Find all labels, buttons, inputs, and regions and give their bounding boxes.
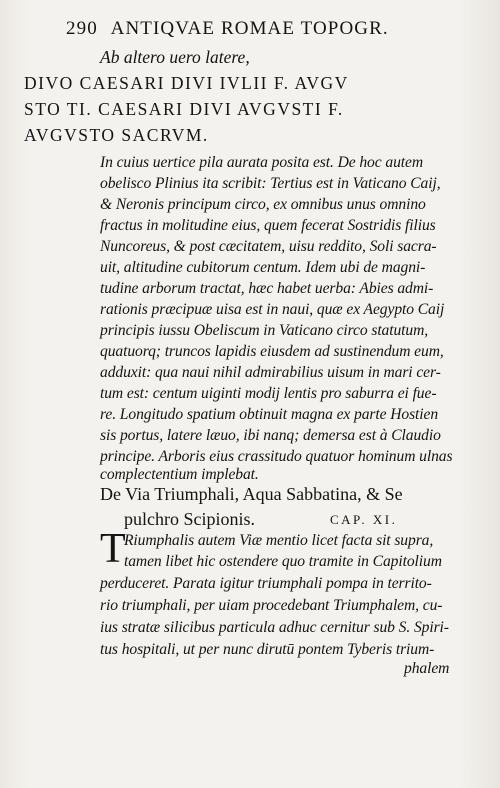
- text-line: principe. Arboris eius crassitudo quatuor hominum ulnas: [100, 448, 453, 465]
- inscription-line: AVGVSTO SACRVM.: [24, 125, 209, 145]
- page-number: 290: [66, 18, 98, 39]
- text-line: quatuorq; truncos lapidis eiusdem ad sustinendum eum,: [100, 343, 444, 360]
- text-line: sis portus, latere læuo, ibi nanq; demersa est à Claudio: [100, 427, 441, 444]
- text-line: tus hospitali, ut per nunc dirutū pontem Tyberis trium-: [100, 641, 435, 658]
- text-line: perduceret. Parata igitur triumphali pompa in territo-: [100, 575, 432, 592]
- chapter-heading: De Via Triumphali, Aqua Sabbatina, & Se: [100, 484, 403, 504]
- intro-line: Ab altero uero latere,: [100, 47, 250, 67]
- text-line: rio triumphali, per uiam procedebant Triumphalem, cu-: [100, 597, 443, 614]
- text-line: principis iussu Obeliscum in Vaticano circo statutum,: [100, 322, 429, 339]
- running-title: ANTIQVAE ROMAE TOPOGR.: [110, 18, 389, 39]
- text-line: uit, altitudine cubitorum centum. Idem ubi de magni-: [100, 259, 426, 276]
- page-header: [66, 18, 389, 40]
- inscription-line: STO TI. CAESARI DIVI AVGVSTI F.: [24, 99, 344, 119]
- drop-cap: T: [100, 526, 126, 572]
- text-line: rationis præcipuæ uisa est in naui, quæ ex Aegypto Caij: [100, 301, 445, 318]
- text-line: tudine arborum tractat, hæc habet uerba: Abies admi-: [100, 280, 434, 297]
- text-line: re. Longitudo spatium obtinuit magna ex parte Hostien: [100, 406, 439, 423]
- chapter-heading-continued: pulchro Scipionis.: [124, 509, 255, 529]
- text-line: adduxit: qua naui nihil admirabilius uisum in mari cer-: [100, 364, 441, 381]
- text-line: & Neronis principum circo, ex omnibus unus omnino: [100, 196, 426, 213]
- catchword: phalem: [404, 660, 450, 677]
- text-line: obelisco Plinius ita scribit: Tertius est in Vaticano Caij,: [100, 175, 441, 192]
- text-line: Riumphalis autem Viæ mentio licet facta sit supra,: [124, 532, 434, 549]
- inscription-line: DIVO CAESARI DIVI IVLII F. AVGV: [24, 73, 349, 93]
- text-line: tamen libet hic ostendere quo tramite in Capitolium: [124, 553, 442, 570]
- text-line: fractus in molitudine eius, quem fecerat Sostridis filius: [100, 217, 436, 234]
- text-line: Nuncoreus, & post cæcitatem, uisu reddito, Soli sacra-: [100, 238, 437, 255]
- text-line: In cuius uertice pila aurata posita est. De hoc autem: [100, 154, 423, 171]
- text-line: complectentium implebat.: [100, 466, 259, 483]
- chapter-label: CAP. XI.: [330, 512, 398, 527]
- text-line: tum est: centum uiginti modij lentis pro saburra ei fue-: [100, 385, 437, 402]
- text-line: ius stratæ silicibus particula adhuc cernitur sub S. Spiri-: [100, 619, 449, 636]
